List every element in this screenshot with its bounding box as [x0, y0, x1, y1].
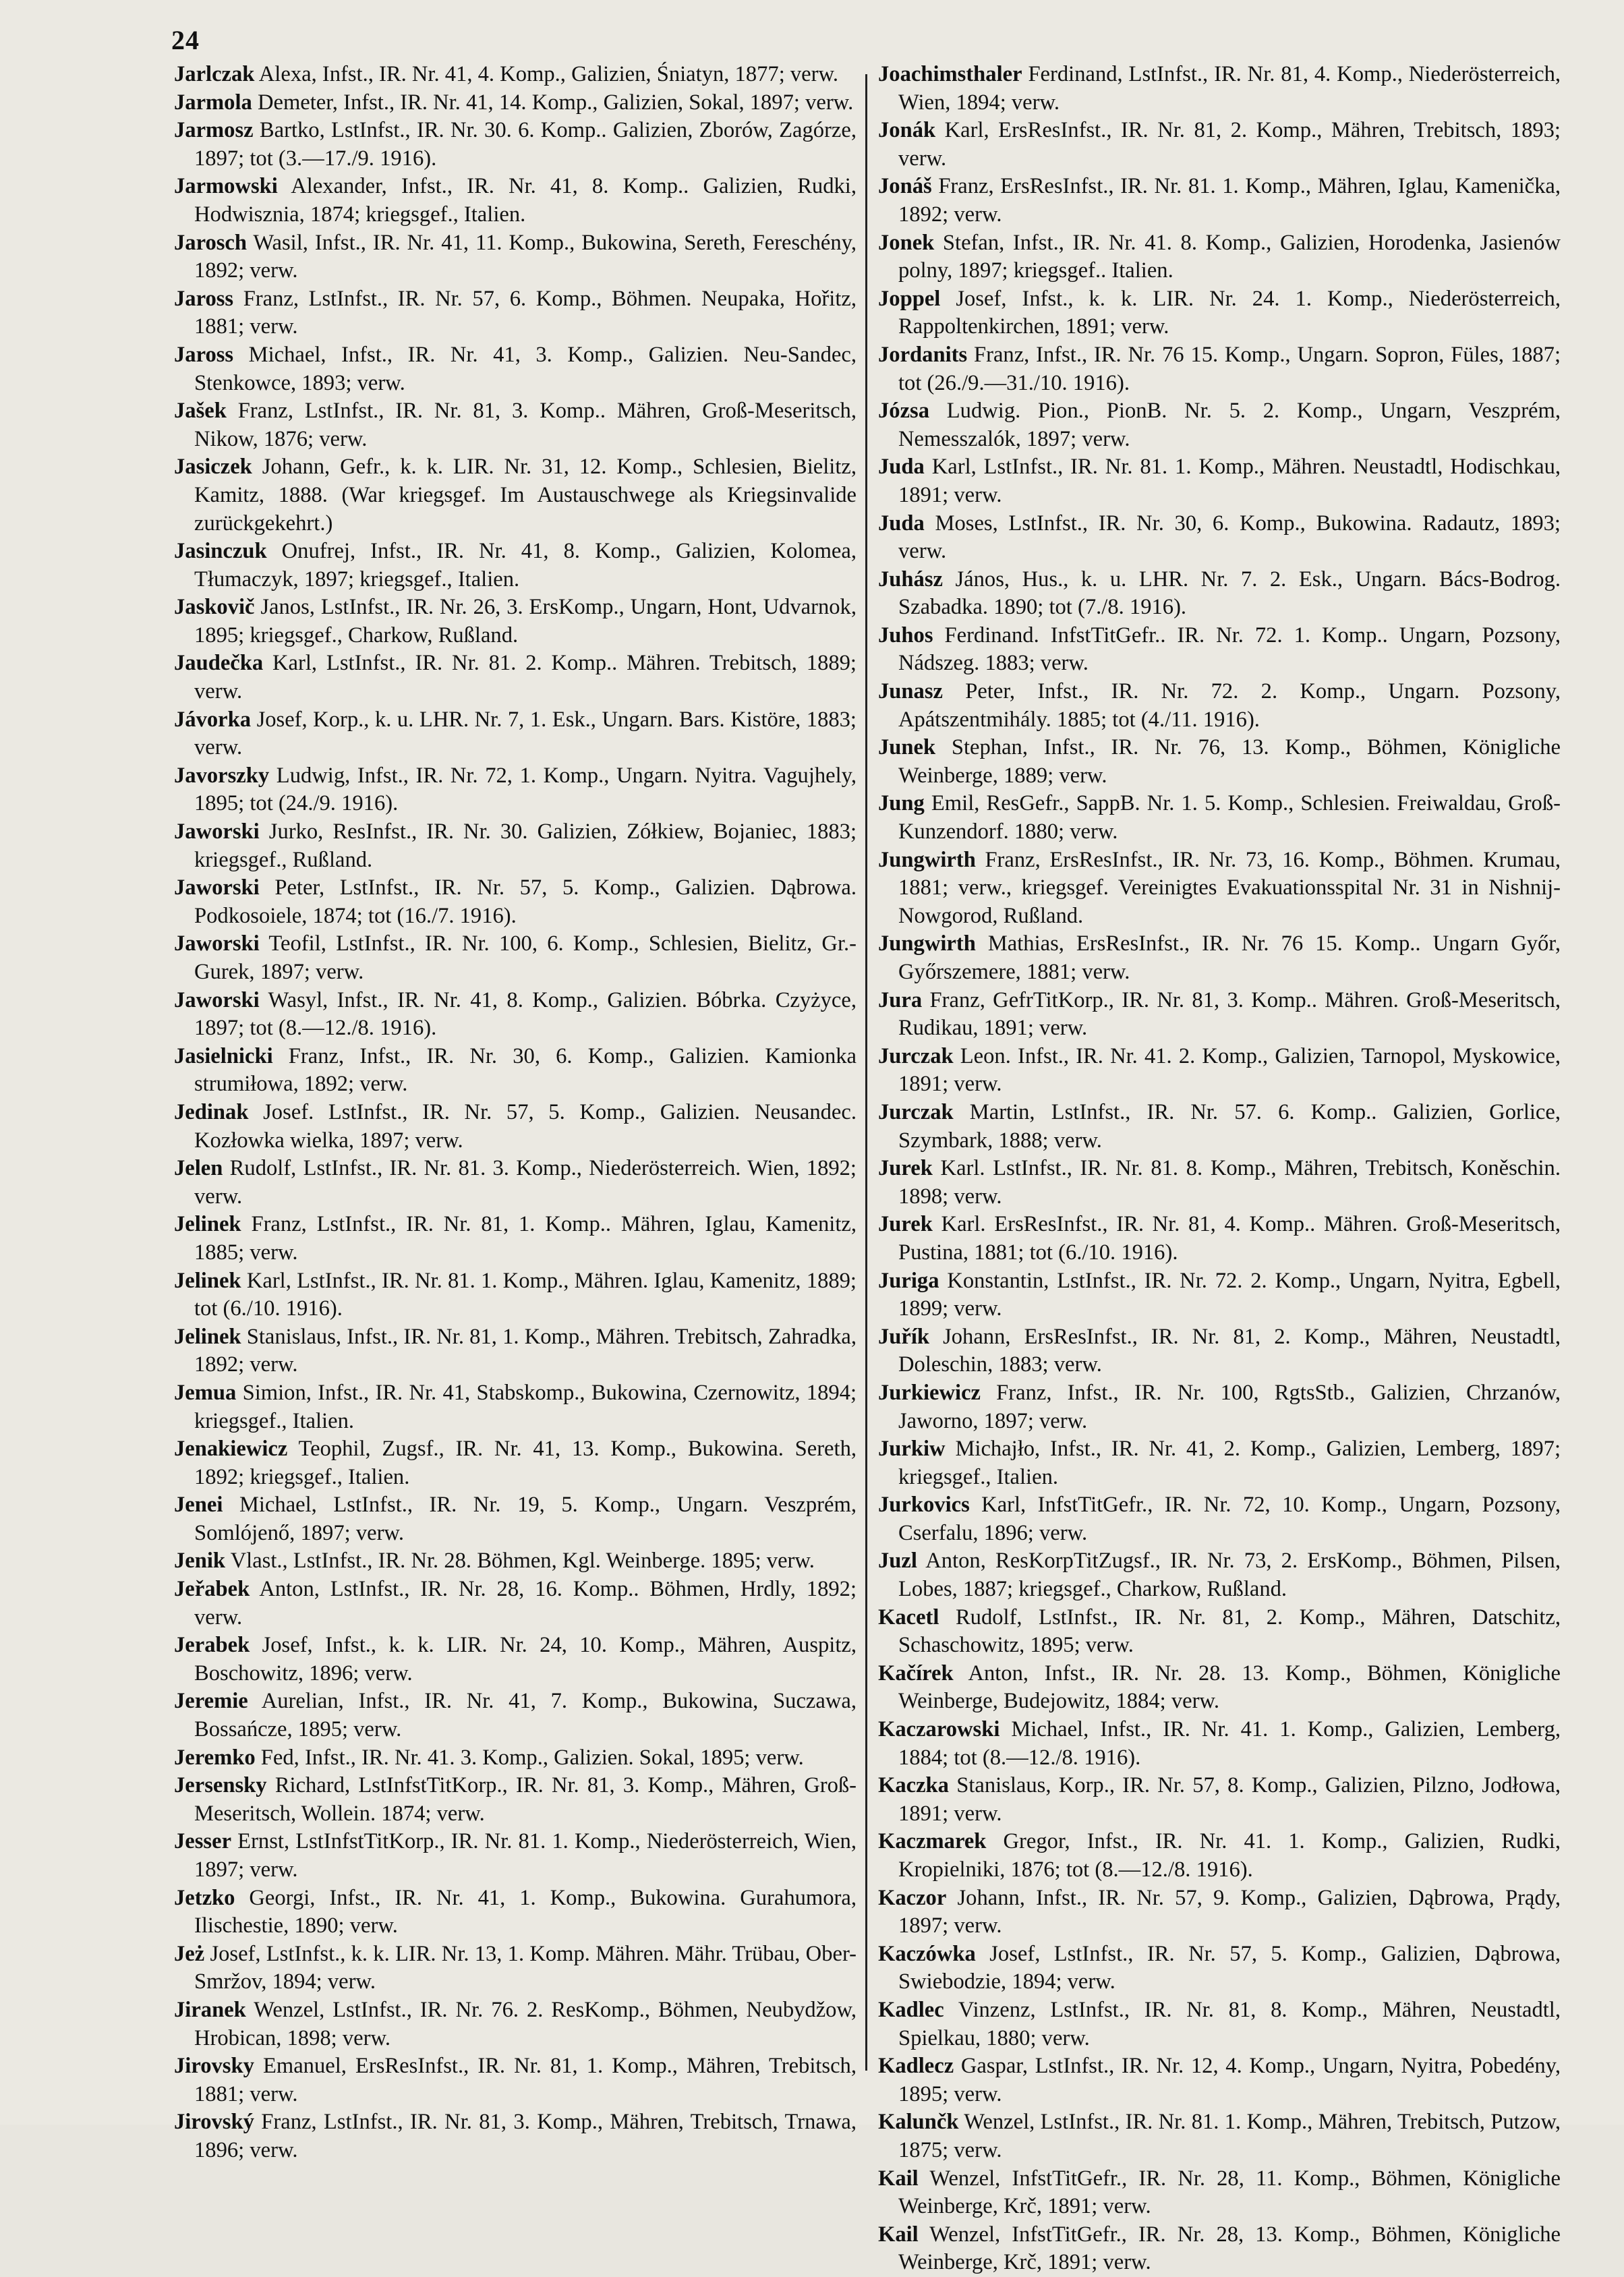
- roll-entry: [174, 2108, 857, 2164]
- roll-entry: [878, 1155, 1561, 1211]
- roll-entry: [174, 117, 857, 173]
- roll-entry: [878, 622, 1561, 678]
- entry-details: Rudolf, LstInfst., IR. Nr. 81. 3. Komp., Niederösterreich. Wien, 1892; verw.: [194, 1156, 857, 1209]
- roll-entry: [174, 89, 857, 117]
- entry-surname: Junasz: [878, 679, 943, 704]
- entry-surname: Jašek: [174, 399, 227, 424]
- entry-details: Ferdinand, LstInfst., IR. Nr. 81, 4. Komp., Niederösterreich, Wien, 1894; verw.: [898, 62, 1561, 115]
- entry-surname: Jarmola: [174, 90, 252, 115]
- entry-details: Michael, Infst., IR. Nr. 41, 3. Komp., Galizien. Neu-Sandec, Stenkowce, 1893; verw.: [194, 342, 857, 395]
- roll-entry: [174, 818, 857, 874]
- roll-entry: [174, 1155, 857, 1211]
- entry-details: Peter, Infst., IR. Nr. 72. 2. Komp., Ungarn. Pozsony, Apátszentmihály. 1885; tot (4./11. 1916).: [898, 679, 1561, 732]
- entry-surname: Kaczmarek: [878, 1829, 987, 1854]
- entry-details: Franz, Infst., IR. Nr. 100, RgtsStb., Galizien, Chrzanów, Jaworno, 1897; verw.: [898, 1380, 1561, 1433]
- entry-surname: Jaworski: [174, 875, 260, 900]
- entry-details: Emanuel, ErsResInfst., IR. Nr. 81, 1. Komp., Mähren, Trebitsch, 1881; verw.: [194, 2054, 857, 2106]
- entry-details: Johann, Gefr., k. k. LIR. Nr. 31, 12. Komp., Schlesien, Bielitz, Kamitz, 1888. (War kriegsgef. Im Austauschwege als Kriegsinvalide zurückgekehrt.): [194, 455, 857, 536]
- roll-entry: [174, 538, 857, 594]
- roll-entry: [174, 987, 857, 1043]
- entry-surname: Jungwirth: [878, 931, 976, 956]
- entry-surname: Jemua: [174, 1380, 237, 1405]
- entry-details: Michael, Infst., IR. Nr. 41. 1. Komp., Galizien, Lemberg, 1884; tot (8.—12./8. 1916).: [898, 1717, 1561, 1770]
- entry-surname: Juzl: [878, 1549, 917, 1574]
- entry-surname: Kadlec: [878, 1997, 944, 2022]
- entry-details: Bartko, LstInfst., IR. Nr. 30. 6. Komp.. Galizien, Zborów, Zagórze, 1897; tot (3.—17./9. 1916).: [194, 118, 857, 171]
- entry-details: Mathias, ErsResInfst., IR. Nr. 76 15. Komp.. Ungarn Győr, Győrszemere, 1881; verw.: [898, 931, 1561, 984]
- entry-surname: Jetzko: [174, 1885, 235, 1910]
- entry-details: Johann, ErsResInfst., IR. Nr. 81, 2. Komp., Mähren, Neustadtl, Doleschin, 1883; verw.: [898, 1324, 1561, 1377]
- entry-details: Wenzel, LstInfst., IR. Nr. 76. 2. ResKomp., Böhmen, Neubydžow, Hrobican, 1898; verw.: [194, 1997, 857, 2050]
- entry-surname: Kail: [878, 2222, 919, 2247]
- entry-details: Alexa, Infst., IR. Nr. 41, 4. Komp., Galizien, Śniatyn, 1877; verw.: [258, 62, 839, 86]
- entry-details: Josef, Infst., k. k. LIR. Nr. 24, 10. Komp., Mähren, Auspitz, Boschowitz, 1896; verw.: [194, 1633, 857, 1685]
- entry-details: Martin, LstInfst., IR. Nr. 57. 6. Komp.. Galizien, Gorlice, Szymbark, 1888; verw.: [898, 1099, 1561, 1153]
- entry-surname: Józsa: [878, 399, 930, 424]
- entry-surname: Kalunčk: [878, 2110, 959, 2135]
- roll-entry: [878, 930, 1561, 986]
- entry-details: Josef, Korp., k. u. LHR. Nr. 7, 1. Esk., Ungarn. Bars. Kistöre, 1883; verw.: [194, 707, 857, 760]
- entry-details: Aurelian, Infst., IR. Nr. 41, 7. Komp., Bukowina, Suczawa, Bossańcze, 1895; verw.: [194, 1689, 857, 1742]
- entry-details: Simion, Infst., IR. Nr. 41, Stabskomp., Bukowina, Czernowitz, 1894; kriegsgef., Italien.: [194, 1380, 857, 1433]
- roll-entry: [878, 1099, 1561, 1155]
- roll-entry: [174, 1435, 857, 1491]
- roll-entry: [878, 1267, 1561, 1323]
- roll-entry: [174, 762, 857, 818]
- entry-surname: Kaczka: [878, 1773, 949, 1798]
- entry-details: Franz, Infst., IR. Nr. 76 15. Komp., Ungarn. Sopron, Füles, 1887; tot (26./9.—31./10. 1916).: [898, 342, 1561, 395]
- entry-surname: Jirovský: [174, 2110, 254, 2135]
- entry-surname: Jarlczak: [174, 62, 255, 86]
- roll-entry: [174, 706, 857, 762]
- entry-surname: Juda: [878, 455, 925, 480]
- roll-entry: [174, 650, 857, 705]
- roll-entry: [878, 285, 1561, 341]
- roll-entry: [174, 1099, 857, 1155]
- entry-details: Franz, LstInfst., IR. Nr. 81, 3. Komp.. Mähren, Groß-Meseritsch, Nikow, 1876; verw.: [194, 399, 857, 451]
- roll-entry: [174, 874, 857, 930]
- entry-surname: Juda: [878, 511, 925, 536]
- entry-surname: Jurkovics: [878, 1493, 970, 1518]
- roll-entry: [878, 173, 1561, 229]
- roll-entry: [878, 1828, 1561, 1884]
- entry-details: Stanislaus, Infst., IR. Nr. 81, 1. Komp., Mähren. Trebitsch, Zahradka, 1892; verw.: [194, 1324, 857, 1377]
- roll-entry: [174, 1940, 857, 1996]
- entry-details: Anton, ResKorpTitZugsf., IR. Nr. 73, 2. ErsKomp., Böhmen, Pilsen, Lobes, 1887; kriegsgef., Charkow, Rußland.: [898, 1549, 1561, 1602]
- roll-entry: [878, 987, 1561, 1043]
- roll-entry: [174, 1379, 857, 1435]
- roll-entry: [878, 1379, 1561, 1435]
- roll-entry: [878, 2108, 1561, 2164]
- roll-entry: [878, 1435, 1561, 1491]
- entry-details: Onufrej, Infst., IR. Nr. 41, 8. Komp., Galizien, Kolomea, Tłumaczyk, 1897; kriegsgef., Italien.: [194, 539, 857, 592]
- roll-entry: [878, 1211, 1561, 1267]
- roll-entry: [878, 397, 1561, 453]
- entry-details: Leon. Infst., IR. Nr. 41. 2. Komp., Galizien, Tarnopol, Myskowice, 1891; verw.: [898, 1043, 1561, 1097]
- entry-details: Teophil, Zugsf., IR. Nr. 41, 13. Komp., Bukowina. Sereth, 1892; kriegsgef., Italien.: [194, 1437, 857, 1489]
- roll-entry: [878, 734, 1561, 790]
- entry-details: Josef, LstInfst., IR. Nr. 57, 5. Komp., Galizien, Dąbrowa, Swiebodzie, 1894; verw.: [898, 1941, 1561, 1994]
- left-column: [174, 61, 857, 2165]
- entry-surname: Jesser: [174, 1829, 232, 1854]
- entry-details: Jurko, ResInfst., IR. Nr. 30. Galizien, Zółkiew, Bojaniec, 1883; kriegsgef., Rußland.: [194, 819, 857, 872]
- roll-entry: [878, 1323, 1561, 1379]
- entry-details: Alexander, Infst., IR. Nr. 41, 8. Komp.. Galizien, Rudki, Hodwisznia, 1874; kriegsgef., Italien.: [194, 174, 857, 227]
- roll-entry: [174, 285, 857, 341]
- roll-entry: [878, 2165, 1561, 2221]
- entry-surname: Kacetl: [878, 1605, 939, 1630]
- entry-surname: Jaworski: [174, 819, 260, 844]
- entry-surname: Juriga: [878, 1268, 939, 1293]
- entry-details: Josef, LstInfst., k. k. LIR. Nr. 13, 1. Komp. Mähren. Mähr. Trübau, Ober-Smržov, 1894; verw.: [194, 1941, 857, 1994]
- roll-entry: [878, 1547, 1561, 1603]
- entry-surname: Jarmowski: [174, 174, 278, 199]
- entry-details: Franz, GefrTitKorp., IR. Nr. 81, 3. Komp.. Mähren. Groß-Meseritsch, Rudikau, 1891; verw.: [898, 987, 1561, 1041]
- entry-surname: Jaross: [174, 286, 234, 311]
- roll-entry: [174, 2052, 857, 2108]
- roll-entry: [878, 2052, 1561, 2108]
- entry-details: Richard, LstInfstTitKorp., IR. Nr. 81, 3. Komp., Mähren, Groß-Meseritsch, Wollein. 1874; verw.: [194, 1773, 857, 1826]
- entry-surname: Jurek: [878, 1156, 933, 1181]
- entry-surname: Jaworski: [174, 987, 260, 1012]
- entry-surname: Juhász: [878, 567, 943, 592]
- roll-entry: [878, 1660, 1561, 1716]
- entry-details: Wenzel, InfstTitGefr., IR. Nr. 28, 13. Komp., Böhmen, Königliche Weinberge, Krč, 1891; verw.: [898, 2222, 1561, 2275]
- roll-entry: [878, 510, 1561, 566]
- entry-surname: Joachimsthaler: [878, 62, 1022, 86]
- entry-surname: Jelinek: [174, 1212, 241, 1237]
- roll-entry: [174, 930, 857, 986]
- entry-details: Gaspar, LstInfst., IR. Nr. 12, 4. Komp., Ungarn, Nyitra, Pobedény, 1895; verw.: [898, 2054, 1561, 2106]
- entry-surname: Kaczarowski: [878, 1717, 1000, 1742]
- roll-entry: [878, 61, 1561, 117]
- entry-details: Janos, LstInfst., IR. Nr. 26, 3. ErsKomp., Ungarn, Hont, Udvarnok, 1895; kriegsgef., Charkow, Rußland.: [194, 595, 857, 647]
- entry-details: Ludwig. Pion., PionB. Nr. 5. 2. Komp., Ungarn, Veszprém, Nemesszalók, 1897; verw.: [898, 399, 1561, 451]
- roll-entry: [878, 790, 1561, 846]
- roll-entry: [174, 1211, 857, 1267]
- roll-entry: [878, 1884, 1561, 1940]
- entry-details: Franz, LstInfst., IR. Nr. 57, 6. Komp., Böhmen. Neupaka, Hořitz, 1881; verw.: [194, 286, 857, 339]
- roll-entry: [174, 1547, 857, 1576]
- entry-details: Ferdinand. InfstTitGefr.. IR. Nr. 72. 1. Komp.. Ungarn, Pozsony, Nádszeg. 1883; verw.: [898, 623, 1561, 676]
- entry-details: Vlast., LstInfst., IR. Nr. 28. Böhmen, Kgl. Weinberge. 1895; verw.: [230, 1549, 815, 1574]
- roll-entry: [174, 1632, 857, 1688]
- entry-surname: Jenei: [174, 1493, 223, 1518]
- entry-surname: Jedinak: [174, 1099, 249, 1124]
- roll-entry: [878, 846, 1561, 931]
- entry-details: Karl, LstInfst., IR. Nr. 81. 1. Komp., Mähren. Neustadtl, Hodischkau, 1891; verw.: [898, 455, 1561, 507]
- roll-entry: [174, 1772, 857, 1828]
- entry-surname: Jonáš: [878, 174, 932, 199]
- roll-entry: [174, 1996, 857, 2052]
- entry-surname: Jerabek: [174, 1633, 250, 1658]
- entry-surname: Juřík: [878, 1324, 930, 1349]
- entry-details: Franz, LstInfst., IR. Nr. 81, 3. Komp., Mähren, Trebitsch, Trnawa, 1896; verw.: [194, 2110, 857, 2162]
- entry-details: Stefan, Infst., IR. Nr. 41. 8. Komp., Galizien, Horodenka, Jasienów polny, 1897; kriegsgef.. Italien.: [898, 230, 1561, 283]
- entry-details: János, Hus., k. u. LHR. Nr. 7. 2. Esk., Ungarn. Bács-Bodrog. Szabadka. 1890; tot (7./8. 1916).: [898, 567, 1561, 620]
- roll-entry: [174, 173, 857, 229]
- roll-entry: [174, 341, 857, 397]
- entry-details: Peter, LstInfst., IR. Nr. 57, 5. Komp., Galizien. Dąbrowa. Podkosoiele, 1874; tot (16./7. 1916).: [194, 875, 857, 928]
- entry-details: Stephan, Infst., IR. Nr. 76, 13. Komp., Böhmen, Königliche Weinberge, 1889; verw.: [898, 735, 1561, 788]
- entry-surname: Kaczor: [878, 1885, 947, 1910]
- entry-surname: Jurczak: [878, 1099, 954, 1124]
- roll-entry: [174, 1323, 857, 1379]
- roll-entry: [878, 1996, 1561, 2052]
- entry-details: Ernst, LstInfstTitKorp., IR. Nr. 81. 1. Komp., Niederösterreich, Wien, 1897; verw.: [194, 1829, 857, 1882]
- roll-entry: [174, 1267, 857, 1323]
- entry-surname: Jaudečka: [174, 651, 264, 676]
- entry-details: Wenzel, InfstTitGefr., IR. Nr. 28, 11. Komp., Böhmen, Königliche Weinberge, Krč, 1891; verw.: [898, 2166, 1561, 2219]
- entry-details: Gregor, Infst., IR. Nr. 41. 1. Komp., Galizien, Rudki, Kropielniki, 1876; tot (8.—12./8. 1916).: [898, 1829, 1561, 1882]
- roll-entry: [878, 1940, 1561, 1996]
- entry-surname: Jurkiewicz: [878, 1380, 981, 1405]
- entry-surname: Jordanits: [878, 342, 968, 367]
- entry-surname: Jenik: [174, 1549, 226, 1574]
- entry-surname: Kaczówka: [878, 1941, 976, 1966]
- roll-entry: [878, 117, 1561, 173]
- entry-details: Konstantin, LstInfst., IR. Nr. 72. 2. Komp., Ungarn, Nyitra, Egbell, 1899; verw.: [898, 1268, 1561, 1321]
- entry-surname: Jelen: [174, 1156, 223, 1181]
- entry-surname: Kadlecz: [878, 2054, 954, 2079]
- entry-details: Franz, ErsResInfst., IR. Nr. 73, 16. Komp., Böhmen. Krumau, 1881; verw., kriegsgef. Vereinigtes Evakuationsspital Nr. 31 in Nishnij-Nowgorod, Rußland.: [898, 847, 1561, 928]
- entry-surname: Jurczak: [878, 1043, 954, 1068]
- entry-details: Karl, LstInfst., IR. Nr. 81. 1. Komp., Mähren. Iglau, Kamenitz, 1889; tot (6./10. 1916).: [194, 1268, 857, 1321]
- right-column: [878, 61, 1561, 2277]
- roll-entry: [174, 1744, 857, 1772]
- entry-details: Wasil, Infst., IR. Nr. 41, 11. Komp., Bukowina, Sereth, Fereschény, 1892; verw.: [194, 230, 857, 283]
- roll-entry: [174, 1043, 857, 1099]
- entry-surname: Jarmosz: [174, 118, 254, 143]
- entry-surname: Jelinek: [174, 1268, 241, 1293]
- entry-surname: Jarosch: [174, 230, 247, 255]
- entry-details: Ludwig, Infst., IR. Nr. 72, 1. Komp., Ungarn. Nyitra. Vagujhely, 1895; tot (24./9. 1916).: [194, 763, 857, 816]
- entry-details: Karl, InfstTitGefr., IR. Nr. 72, 10. Komp., Ungarn, Pozsony, Cserfalu, 1896; verw.: [898, 1493, 1561, 1545]
- entry-surname: Jelinek: [174, 1324, 241, 1349]
- roll-entry: [174, 453, 857, 538]
- entry-surname: Jasinczuk: [174, 539, 267, 564]
- entry-details: Franz, ErsResInfst., IR. Nr. 81. 1. Komp., Mähren, Iglau, Kamenička, 1892; verw.: [898, 174, 1561, 227]
- roll-entry: [878, 2221, 1561, 2277]
- page-number: 24: [171, 25, 200, 55]
- roll-entry: [878, 453, 1561, 509]
- roll-entry: [174, 397, 857, 453]
- entry-surname: Jurek: [878, 1212, 933, 1237]
- entry-surname: Jonek: [878, 230, 935, 255]
- entry-details: Vinzenz, LstInfst., IR. Nr. 81, 8. Komp., Mähren, Neustadtl, Spielkau, 1880; verw.: [898, 1997, 1561, 2050]
- entry-details: Anton, Infst., IR. Nr. 28. 13. Komp., Böhmen, Königliche Weinberge, Budejowitz, 1884; verw.: [898, 1661, 1561, 1714]
- entry-details: Karl, LstInfst., IR. Nr. 81. 2. Komp.. Mähren. Trebitsch, 1889; verw.: [194, 651, 857, 704]
- roll-entry: [878, 678, 1561, 734]
- entry-details: Georgi, Infst., IR. Nr. 41, 1. Komp., Bukowina. Gurahumora, Ilischestie, 1890; verw.: [194, 1885, 857, 1938]
- entry-surname: Kail: [878, 2166, 919, 2191]
- entry-surname: Jeż: [174, 1941, 205, 1966]
- entry-surname: Jurkiw: [878, 1437, 946, 1462]
- entry-surname: Kačírek: [878, 1661, 954, 1685]
- roll-entry: [174, 61, 857, 89]
- roll-entry: [878, 229, 1561, 285]
- entry-surname: Junek: [878, 735, 936, 760]
- entry-details: Wasyl, Infst., IR. Nr. 41, 8. Komp., Galizien. Bóbrka. Czyżyce, 1897; tot (8.—12./8. 1916).: [194, 987, 857, 1041]
- entry-surname: Javorszky: [174, 763, 270, 788]
- entry-surname: Jirovsky: [174, 2054, 254, 2079]
- roll-entry: [174, 1491, 857, 1547]
- roll-entry: [174, 594, 857, 650]
- entry-details: Emil, ResGefr., SappB. Nr. 1. 5. Komp., Schlesien. Freiwaldau, Groß-Kunzendorf. 1880; verw.: [898, 791, 1561, 844]
- roll-entry: [878, 1491, 1561, 1547]
- entry-details: Johann, Infst., IR. Nr. 57, 9. Komp., Galizien, Dąbrowa, Prądy, 1897; verw.: [898, 1885, 1561, 1938]
- entry-details: Rudolf, LstInfst., IR. Nr. 81, 2. Komp., Mähren, Datschitz, Schaschowitz, 1895; verw.: [898, 1605, 1561, 1658]
- entry-details: Franz, LstInfst., IR. Nr. 81, 1. Komp.. Mähren, Iglau, Kamenitz, 1885; verw.: [194, 1212, 857, 1265]
- roll-entry: [174, 1828, 857, 1884]
- entry-details: Fed, Infst., IR. Nr. 41. 3. Komp., Galizien. Sokal, 1895; verw.: [260, 1745, 804, 1770]
- entry-surname: Jura: [878, 987, 923, 1012]
- entry-surname: Jasielnicki: [174, 1043, 273, 1068]
- entry-surname: Jaross: [174, 342, 234, 367]
- entry-surname: Jeřabek: [174, 1577, 250, 1602]
- entry-details: Wenzel, LstInfst., IR. Nr. 81. 1. Komp., Mähren, Trebitsch, Putzow, 1875; verw.: [898, 2110, 1561, 2162]
- roll-entry: [174, 229, 857, 285]
- entry-details: Moses, LstInfst., IR. Nr. 30, 6. Komp., Bukowina. Radautz, 1893; verw.: [898, 511, 1561, 564]
- entry-surname: Jávorka: [174, 707, 252, 732]
- roll-entry: [174, 1576, 857, 1632]
- entry-surname: Jenakiewicz: [174, 1437, 288, 1462]
- roll-entry: [174, 1884, 857, 1940]
- column-divider: [865, 74, 867, 2071]
- entry-surname: Jaskovič: [174, 595, 255, 620]
- entry-surname: Jung: [878, 791, 925, 816]
- entry-surname: Jeremko: [174, 1745, 256, 1770]
- roll-entry: [878, 1604, 1561, 1660]
- entry-details: Karl, ErsResInfst., IR. Nr. 81, 2. Komp., Mähren, Trebitsch, 1893; verw.: [898, 118, 1561, 171]
- entry-surname: Jungwirth: [878, 847, 976, 872]
- roll-entry: [878, 341, 1561, 397]
- entry-surname: Joppel: [878, 286, 941, 311]
- entry-details: Josef, Infst., k. k. LIR. Nr. 24. 1. Komp., Niederösterreich, Rappoltenkirchen, 1891; verw.: [898, 286, 1561, 339]
- entry-details: Franz, Infst., IR. Nr. 30, 6. Komp., Galizien. Kamionka strumiłowa, 1892; verw.: [194, 1043, 857, 1097]
- entry-details: Karl. ErsResInfst., IR. Nr. 81, 4. Komp.. Mähren. Groß-Meseritsch, Pustina, 1881; tot (6./10. 1916).: [898, 1212, 1561, 1265]
- entry-details: Demeter, Infst., IR. Nr. 41, 14. Komp., Galizien, Sokal, 1897; verw.: [257, 90, 854, 115]
- entry-surname: Jeremie: [174, 1689, 248, 1714]
- roll-entry: [878, 1043, 1561, 1099]
- entry-surname: Jonák: [878, 118, 936, 143]
- entry-surname: Jasiczek: [174, 455, 252, 480]
- roll-entry: [174, 1688, 857, 1743]
- entry-details: Karl. LstInfst., IR. Nr. 81. 8. Komp., Mähren, Trebitsch, Koněschin. 1898; verw.: [898, 1156, 1561, 1209]
- entry-surname: Jaworski: [174, 931, 260, 956]
- entry-details: Michajło, Infst., IR. Nr. 41, 2. Komp., Galizien, Lemberg, 1897; kriegsgef., Italien.: [898, 1437, 1561, 1489]
- entry-surname: Juhos: [878, 623, 933, 647]
- entry-details: Michael, LstInfst., IR. Nr. 19, 5. Komp., Ungarn. Veszprém, Somlójenő, 1897; verw.: [194, 1493, 857, 1545]
- entry-details: Stanislaus, Korp., IR. Nr. 57, 8. Komp., Galizien, Pilzno, Jodłowa, 1891; verw.: [898, 1773, 1561, 1826]
- entry-details: Teofil, LstInfst., IR. Nr. 100, 6. Komp., Schlesien, Bielitz, Gr.-Gurek, 1897; verw.: [194, 931, 857, 984]
- entry-details: Josef. LstInfst., IR. Nr. 57, 5. Komp., Galizien. Neusandec. Kozłowka wielka, 1897; verw.: [194, 1099, 857, 1153]
- roll-entry: [878, 1716, 1561, 1772]
- entry-surname: Jiranek: [174, 1997, 246, 2022]
- entry-details: Anton, LstInfst., IR. Nr. 28, 16. Komp.. Böhmen, Hrdly, 1892; verw.: [194, 1577, 857, 1630]
- roll-entry: [878, 566, 1561, 622]
- roll-entry: [878, 1772, 1561, 1828]
- entry-surname: Jersensky: [174, 1773, 267, 1798]
